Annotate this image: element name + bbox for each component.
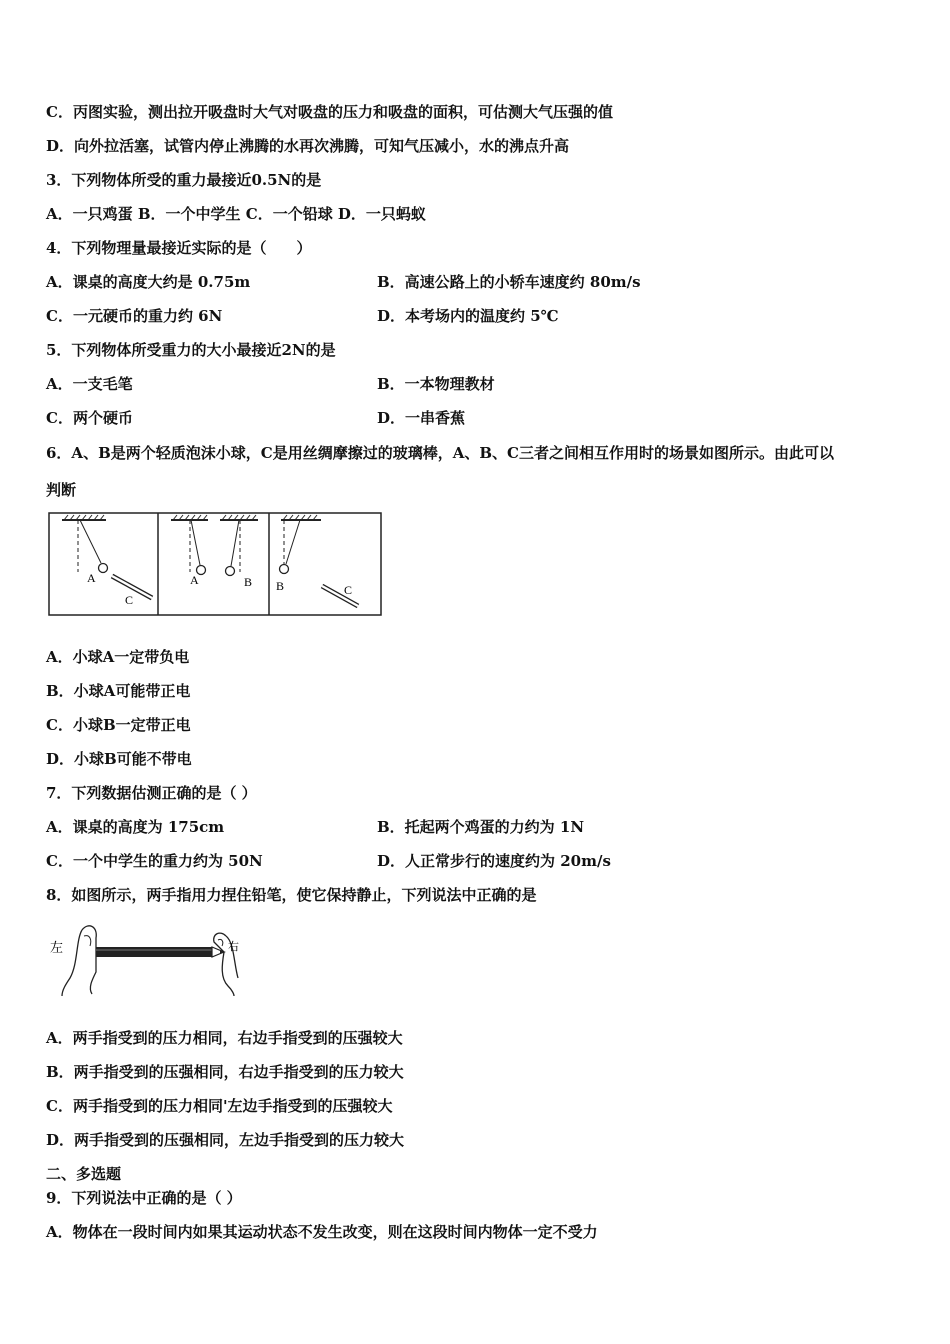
question-5-option-a: A．一支毛笔	[46, 375, 133, 393]
label-c-1: C	[125, 593, 134, 607]
question-5-option-d: D．一串香蕉	[377, 409, 466, 427]
label-b-2: B	[244, 575, 253, 589]
section-heading: 二、多选题	[46, 1165, 122, 1183]
question-5-option-b: B．一本物理教材	[377, 375, 495, 393]
question-3: 3．下列物体所受的重力最接近0.5N的是	[46, 171, 322, 189]
label-a-1: A	[87, 571, 96, 585]
question-6-option-a: A．小球A一定带负电	[46, 648, 190, 666]
question-8-option-a: A．两手指受到的压力相同，右边手指受到的压强较大	[46, 1029, 403, 1047]
question-8-option-d: D．两手指受到的压强相同，左边手指受到的压力较大	[46, 1131, 405, 1149]
question-8: 8．如图所示，两手指用力捏住铅笔，使它保持静止，下列说法中正确的是	[46, 886, 537, 904]
question-5-option-c: C．两个硬币	[46, 409, 133, 427]
question-4-option-a: A．课桌的高度大约是 0.75m	[46, 273, 251, 291]
question-4: 4．下列物理量最接近实际的是（ ）	[46, 239, 312, 257]
label-right: 右	[228, 940, 239, 953]
question-7-option-a: A．课桌的高度为 175cm	[46, 818, 225, 836]
panel-2	[171, 515, 258, 589]
figure-8-pencil	[48, 920, 244, 996]
label-left: 左	[50, 941, 64, 956]
question-6-option-d: D．小球B可能不带电	[46, 750, 192, 768]
label-c-3: C	[344, 583, 353, 597]
question-7-option-c: C．一个中学生的重力约为 50N	[46, 852, 263, 870]
question-7-option-d: D．人正常步行的速度约为 20m/s	[377, 852, 611, 870]
question-9-option-a: A．物体在一段时间内如果其运动状态不发生改变，则在这段时间内物体一定不受力	[46, 1223, 598, 1241]
question-9: 9．下列说法中正确的是（ ）	[46, 1189, 242, 1207]
question-8-option-b: B．两手指受到的压强相同，右边手指受到的压力较大	[46, 1063, 404, 1081]
line-d-option: D．向外拉活塞，试管内停止沸腾的水再次沸腾，可知气压减小，水的沸点升高	[46, 137, 570, 155]
question-4-option-b: B．高速公路上的小轿车速度约 80m/s	[377, 273, 641, 291]
question-6-continued: 判断	[46, 481, 77, 499]
question-7: 7．下列数据估测正确的是（ ）	[46, 784, 257, 802]
line-c-option: C．丙图实验，测出拉开吸盘时大气对吸盘的压力和吸盘的面积，可估测大气压强的值	[46, 103, 613, 121]
question-7-option-b: B．托起两个鸡蛋的力约为 1N	[377, 818, 585, 836]
panel-3	[276, 515, 358, 606]
label-a-2: A	[190, 573, 199, 587]
question-5: 5．下列物体所受重力的大小最接近2N的是	[46, 341, 336, 359]
question-3-options: A．一只鸡蛋 B．一个中学生 C．一个铅球 D．一只蚂蚁	[46, 205, 426, 223]
question-4-option-d: D．本考场内的温度约 5℃	[377, 307, 559, 325]
panel-1	[62, 515, 152, 607]
figure-6-pendulums	[48, 512, 384, 618]
question-8-option-c: C．两手指受到的压力相同'左边手指受到的压强较大	[46, 1097, 393, 1115]
question-6-option-b: B．小球A可能带正电	[46, 682, 191, 700]
question-6: 6．A、B是两个轻质泡沫小球，C是用丝绸摩擦过的玻璃棒，A、B、C三者之间相互作用时的场景如图所示。由此可以	[46, 444, 834, 462]
question-4-option-c: C．一元硬币的重力约 6N	[46, 307, 223, 325]
question-6-option-c: C．小球B一定带正电	[46, 716, 191, 734]
label-b-3: B	[276, 579, 285, 593]
